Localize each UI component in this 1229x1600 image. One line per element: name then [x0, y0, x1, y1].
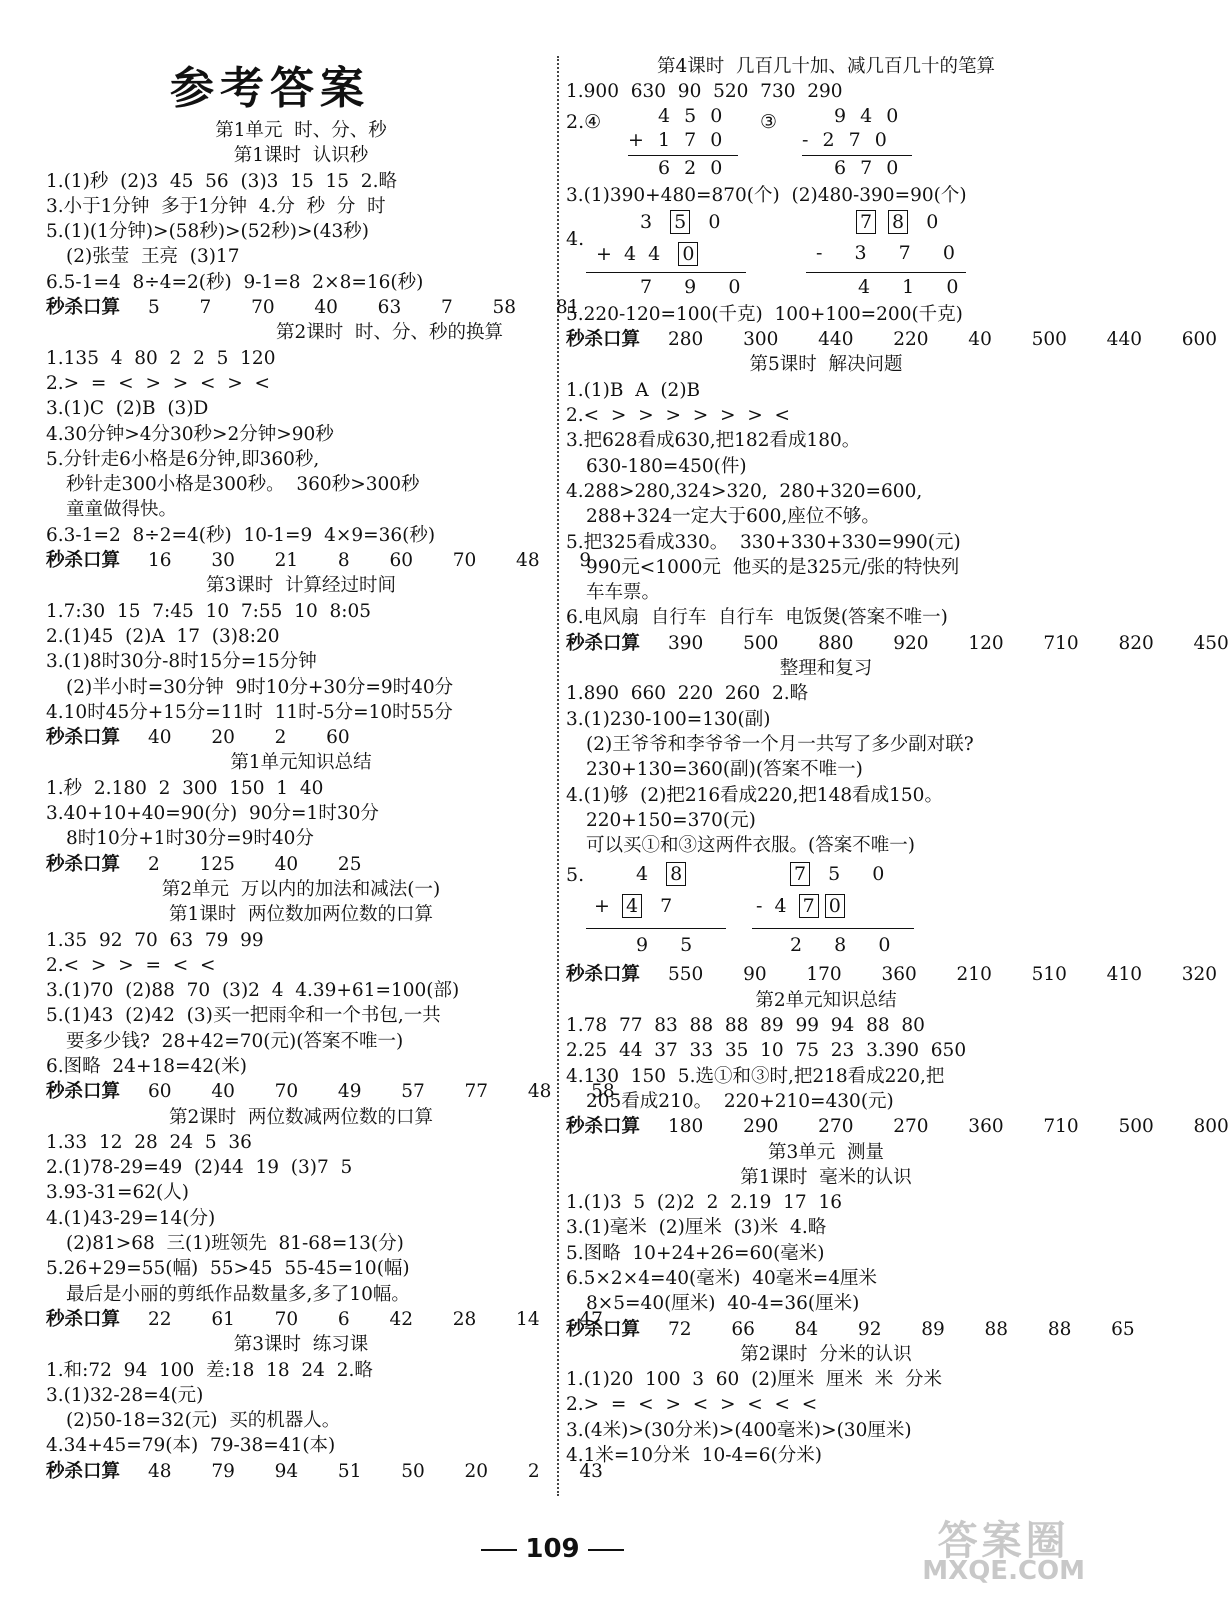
- quick-calc-line: [46, 1459, 603, 1484]
- quick-calc-label: 秒杀口算: [46, 1081, 121, 1103]
- quick-calc-line: [46, 1307, 603, 1332]
- q5-a-row3: 9 5: [636, 934, 693, 957]
- answer-line: 1.78 77 83 88 88 89 99 94 88 80: [566, 1015, 925, 1037]
- answer-line: 1.900 630 90 520 730 290: [566, 81, 843, 103]
- answer-line: 8×5=40(厘米) 40-4=36(厘米): [586, 1293, 860, 1315]
- answer-line: 4.30分钟>4分30秒>2分钟>90秒: [46, 423, 334, 445]
- q4-b-row1: [856, 210, 938, 234]
- q2-b-row3: 6 7 0: [834, 156, 899, 179]
- calc-q5: [566, 858, 1086, 962]
- q5-a-r1-pre: 4: [636, 863, 649, 886]
- answer-line: 3.(1)230-100=130(副): [566, 708, 771, 730]
- answer-line: 2.< > > > > > > <: [566, 405, 790, 427]
- quick-calc-label: 秒杀口算: [566, 964, 641, 986]
- answer-line: 205看成210。 220+210=430(元): [586, 1090, 894, 1112]
- q5-b-r1-box: 7: [790, 862, 810, 886]
- answer-line: 5.(1)43 (2)42 (3)买一把雨伞和一个书包,一共: [46, 1005, 441, 1027]
- section-heading: 第1课时 认识秒: [233, 145, 369, 167]
- answer-line: 1.和:72 94 100 差:18 18 24 2.略: [46, 1359, 373, 1381]
- quick-calc-label: 秒杀口算: [566, 1116, 641, 1138]
- answer-line: 3.(4米)>(30分米)>(400毫米)>(30厘米): [566, 1419, 912, 1441]
- quick-calc-answers: 60 40 70 49 57 77 48 58: [148, 1081, 615, 1103]
- q4-b-r1-box2: 8: [888, 210, 908, 234]
- answer-line: 8时10分+1时30分=9时40分: [66, 828, 314, 850]
- answer-line: 6.图略 24+18=42(米): [46, 1055, 247, 1077]
- q5-b-row1: [790, 862, 884, 886]
- answer-line: 可以买①和③这两件衣服。(答案不唯一): [586, 835, 915, 857]
- answer-line: 220+150=370(元): [586, 809, 756, 831]
- answer-line: 秒针走300小格是300秒。 360秒>300秒: [66, 474, 420, 496]
- q4-a-row3: 7 9 0: [640, 275, 741, 298]
- answer-line: 5.把325看成330。 330+330+330=990(元): [566, 531, 961, 553]
- answer-line: 4.(1)43-29=14(分): [46, 1207, 216, 1229]
- quick-calc-label: 秒杀口算: [566, 632, 641, 654]
- quick-calc-label: 秒杀口算: [46, 727, 121, 749]
- answer-line: 4.10时45分+15分=11时 11时-5分=10时55分: [46, 701, 453, 723]
- calc-q4: [566, 208, 1086, 302]
- quick-calc-line: [566, 962, 1218, 987]
- answer-line: 288+324一定大于600,座位不够。: [586, 506, 880, 528]
- q2-b-row2: - 2 7 0: [802, 128, 887, 151]
- quick-calc-answers: 48 79 94 51 50 20 2 43: [148, 1460, 603, 1482]
- answer-line: 4.130 150 5.选①和③时,把218看成220,把: [566, 1065, 945, 1087]
- q2-b-bar: [802, 155, 912, 156]
- answer-line: 2.25 44 37 33 35 10 75 23 3.390 650: [566, 1040, 967, 1062]
- q5-label: 5.: [566, 864, 585, 887]
- answer-line: 1.秒 2.180 2 300 150 1 40: [46, 777, 324, 799]
- answer-line: 5.分针走6小格是6分钟,即360秒,: [46, 448, 320, 470]
- q4-b-r1-post: 0: [926, 210, 939, 233]
- section-heading: 第1单元 时、分、秒: [215, 120, 387, 141]
- q5-a-row2: [594, 894, 672, 918]
- q2-a-row2: + 1 7 0: [628, 128, 723, 151]
- answer-line: (2)50-18=32(元) 买的机器人。: [66, 1410, 341, 1432]
- q5-a-bar: [586, 928, 726, 929]
- section-heading: 第3单元 测量: [767, 1141, 885, 1163]
- answer-line: 2.(1)45 (2)A 17 (3)8:20: [46, 625, 280, 647]
- page-number-dash-right: [588, 1549, 624, 1551]
- q2-label-a: 2.④: [566, 110, 602, 133]
- answer-line: 1.(1)秒 (2)3 45 56 (3)3 15 15 2.略: [46, 170, 397, 192]
- answer-line: 车车票。: [586, 582, 661, 604]
- q4-a-r2-pre: + 4 4: [596, 242, 661, 265]
- answer-line: 3.(1)32-28=4(元): [46, 1384, 204, 1406]
- q5-b-bar: [752, 928, 914, 929]
- answer-line: 1.(1)3 5 (2)2 2 2.19 17 16: [566, 1192, 842, 1214]
- answer-line: 6.5-1=4 8÷4=2(秒) 9-1=8 2×8=16(秒): [46, 271, 424, 293]
- q4-b-row2: - 3 7 0: [816, 241, 955, 264]
- answer-line: 5.220-120=100(千克) 100+100=200(千克): [566, 303, 963, 325]
- quick-calc-label: 秒杀口算: [46, 853, 121, 875]
- q4-a-r1-box: 5: [670, 210, 690, 234]
- q4-a-row1: [640, 210, 720, 234]
- quick-calc-label: 秒杀口算: [46, 1308, 121, 1330]
- answer-line: 1.35 92 70 63 79 99: [46, 929, 264, 951]
- left-column: [46, 118, 615, 1484]
- quick-calc-answers: 5 7 70 40 63 7 58 81: [148, 297, 580, 319]
- q4-b-row3: 4 1 0: [858, 275, 959, 298]
- answer-line: 1.(1)B A (2)B: [566, 379, 701, 401]
- q5-a-r2-post: 7: [660, 895, 673, 918]
- answer-line: 4.34+45=79(本) 79-38=41(本): [46, 1435, 336, 1457]
- q5-b-row2: [756, 894, 845, 918]
- answer-line: 1.(1)20 100 3 60 (2)厘米 厘米 米 分米: [566, 1369, 943, 1391]
- quick-calc-label: 秒杀口算: [46, 550, 121, 572]
- quick-calc-answers: 40 20 2 60: [148, 727, 350, 749]
- column-divider: [557, 56, 559, 1496]
- q4-b-bar: [806, 272, 966, 273]
- section-heading: 第2单元知识总结: [755, 989, 897, 1011]
- answer-line: (2)半小时=30分钟 9时10分+30分=9时40分: [66, 676, 454, 698]
- answer-line: 2.> = < > < > < < <: [566, 1394, 818, 1416]
- quick-calc-answers: 550 90 170 360 210 510 410 320: [668, 964, 1218, 986]
- quick-calc-answers: 72 66 84 92 89 88 88 65: [668, 1318, 1135, 1340]
- quick-calc-line: [566, 631, 1229, 656]
- q2-b-row1: 9 4 0: [834, 104, 899, 127]
- answer-line: 4.1米=10分米 10-4=6(分米): [566, 1445, 822, 1467]
- quick-calc-answers: 2 125 40 25: [148, 853, 362, 875]
- answer-line: 3.(1)70 (2)88 70 (3)2 4 4.39+61=100(部): [46, 980, 460, 1002]
- answer-line: 3.40+10+40=90(分) 90分=1时30分: [46, 803, 379, 825]
- q2-a-bar: [628, 155, 738, 156]
- answer-line: 3.(1)C (2)B (3)D: [46, 398, 209, 420]
- q4-label: 4.: [566, 227, 585, 250]
- quick-calc-answers: 280 300 440 220 40 500 440 600: [668, 329, 1218, 351]
- calc-q2: [566, 105, 1086, 183]
- answer-line: 990元<1000元 他买的是325元/张的特快列: [586, 556, 960, 578]
- watermark-line1: 答案圈: [937, 1518, 1070, 1564]
- section-heading: 整理和复习: [779, 658, 873, 680]
- answer-line: 3.(1)8时30分-8时15分=15分钟: [46, 651, 317, 673]
- quick-calc-line: [46, 852, 556, 877]
- watermark-logo: [922, 1518, 1085, 1586]
- quick-calc-answers: 16 30 21 8 60 70 48 9: [148, 550, 592, 572]
- quick-calc-line: [566, 1317, 1135, 1342]
- q4-a-r1-pre: 3: [640, 210, 653, 233]
- page-title: 参考答案: [170, 63, 370, 114]
- answer-line: 3.(1)毫米 (2)厘米 (3)米 4.略: [566, 1217, 827, 1239]
- answer-line: 要多少钱? 28+42=70(元)(答案不唯一): [66, 1030, 404, 1052]
- q5-a-r1-box: 8: [666, 862, 686, 886]
- answer-line: (2)张莹 王亮 (3)17: [66, 246, 240, 268]
- answer-line: 2.< > > = < <: [46, 954, 216, 976]
- answer-line: 3.93-31=62(人): [46, 1182, 189, 1204]
- q4-b-r1-box1: 7: [856, 210, 876, 234]
- quick-calc-label: 秒杀口算: [46, 1460, 121, 1482]
- section-heading: 第5课时 解决问题: [749, 354, 903, 376]
- quick-calc-answers: 180 290 270 270 360 710 500 800: [668, 1116, 1229, 1138]
- answer-line: 童童做得快。: [66, 499, 178, 521]
- answer-line: 最后是小丽的剪纸作品数量多,多了10幅。: [66, 1283, 410, 1305]
- answer-line: 4.288>280,324>320, 280+320=600,: [566, 480, 923, 502]
- right-column: [566, 54, 1229, 1468]
- q4-a-bar: [586, 272, 746, 273]
- right-middle-block: [566, 302, 1229, 859]
- answer-line: 630-180=450(件): [586, 455, 747, 477]
- q4-a-r1-post: 0: [708, 210, 721, 233]
- quick-calc-answers: 22 61 70 6 42 28 14 47: [148, 1308, 603, 1330]
- q5-a-row1: [636, 862, 686, 886]
- quick-calc-label: 秒杀口算: [566, 1318, 641, 1340]
- answer-line: 1.7:30 15 7:45 10 7:55 10 8:05: [46, 600, 372, 622]
- quick-calc-label: 秒杀口算: [46, 297, 121, 319]
- answer-line: 4.(1)够 (2)把216看成220,把148看成150。: [566, 784, 943, 806]
- answer-line: 5.图略 10+24+26=60(毫米): [566, 1242, 825, 1264]
- q5-b-r1-post: 5 0: [828, 863, 885, 886]
- answer-line: 6.3-1=2 8÷2=4(秒) 10-1=9 4×9=36(秒): [46, 524, 436, 546]
- answer-line: (2)81>68 三(1)班领先 81-68=13(分): [66, 1233, 404, 1255]
- q5-a-r2-box: 4: [622, 894, 642, 918]
- q3-line: 3.(1)390+480=870(个) (2)480-390=90(个): [566, 184, 967, 206]
- q2-a-row3: 6 2 0: [658, 156, 723, 179]
- answer-line: 3.小于1分钟 多于1分钟 4.分 秒 分 时: [46, 195, 386, 217]
- quick-calc-line: [46, 548, 592, 573]
- section-heading: 第1单元知识总结: [230, 752, 372, 774]
- section-heading: 第1课时 两位数加两位数的口算: [168, 904, 434, 926]
- q2-label-b: ③: [760, 110, 778, 133]
- quick-calc-answers: 390 500 880 920 120 710 820 450: [668, 632, 1229, 654]
- answer-line: 1.135 4 80 2 2 5 120: [46, 347, 276, 369]
- section-heading: 第3课时 练习课: [233, 1334, 369, 1356]
- section-heading: 第2课时 两位数减两位数的口算: [168, 1106, 434, 1128]
- quick-calc-label: 秒杀口算: [566, 329, 641, 351]
- q5-b-row3: 2 8 0: [790, 934, 891, 957]
- q5-b-r2-box2: 0: [825, 894, 845, 918]
- answer-line: 1.33 12 28 24 5 36: [46, 1131, 252, 1153]
- quick-calc-line: [46, 295, 580, 320]
- answer-line: 230+130=360(副)(答案不唯一): [586, 759, 863, 781]
- answer-line: 5.(1)(1分钟)>(58秒)>(52秒)>(43秒): [46, 221, 369, 243]
- answer-line: 2.> = < > > < > <: [46, 372, 270, 394]
- section-heading: 第4课时 几百几十加、减几百几十的笔算: [656, 56, 996, 77]
- quick-calc-line: [566, 1114, 1229, 1139]
- quick-calc-line: [46, 725, 556, 750]
- q4-a-r2-box: 0: [678, 242, 698, 266]
- section-heading: 第1课时 毫米的认识: [740, 1166, 912, 1188]
- quick-calc-line: [566, 327, 1218, 352]
- answer-line: 6.电风扇 自行车 自行车 电饭煲(答案不唯一): [566, 607, 948, 629]
- right-top-block: [566, 54, 1086, 105]
- section-heading: 第2课时 时、分、秒的换算: [276, 322, 504, 344]
- right-bottom-block: [566, 962, 1229, 1468]
- q2-a-row1: 4 5 0: [658, 104, 723, 127]
- quick-calc-line: [46, 1079, 615, 1104]
- page-number-value: 109: [525, 1534, 580, 1564]
- answer-line: 3.把628看成630,把182看成180。: [566, 430, 861, 452]
- section-heading: 第2单元 万以内的加法和减法(一): [161, 878, 441, 900]
- page-number-dash-left: [481, 1549, 517, 1551]
- watermark-line2: MXQE.COM: [922, 1556, 1085, 1586]
- answer-line: 2.(1)78-29=49 (2)44 19 (3)7 5: [46, 1157, 353, 1179]
- answer-line: 5.26+29=55(幅) 55>45 55-45=10(幅): [46, 1258, 410, 1280]
- q4-a-row2: [596, 242, 698, 266]
- q5-b-r2-pre: - 4: [756, 895, 787, 918]
- section-heading: 第3课时 计算经过时间: [205, 575, 397, 597]
- answer-line: 6.5×2×4=40(毫米) 40毫米=4厘米: [566, 1267, 878, 1289]
- q5-b-r2-box1: 7: [799, 894, 819, 918]
- answer-line: 1.890 660 220 260 2.略: [566, 683, 809, 705]
- q5-a-r2-pre: +: [594, 895, 610, 918]
- section-heading: 第2课时 分米的认识: [740, 1343, 912, 1365]
- answer-line: (2)王爷爷和李爷爷一个月一共写了多少副对联?: [586, 733, 974, 755]
